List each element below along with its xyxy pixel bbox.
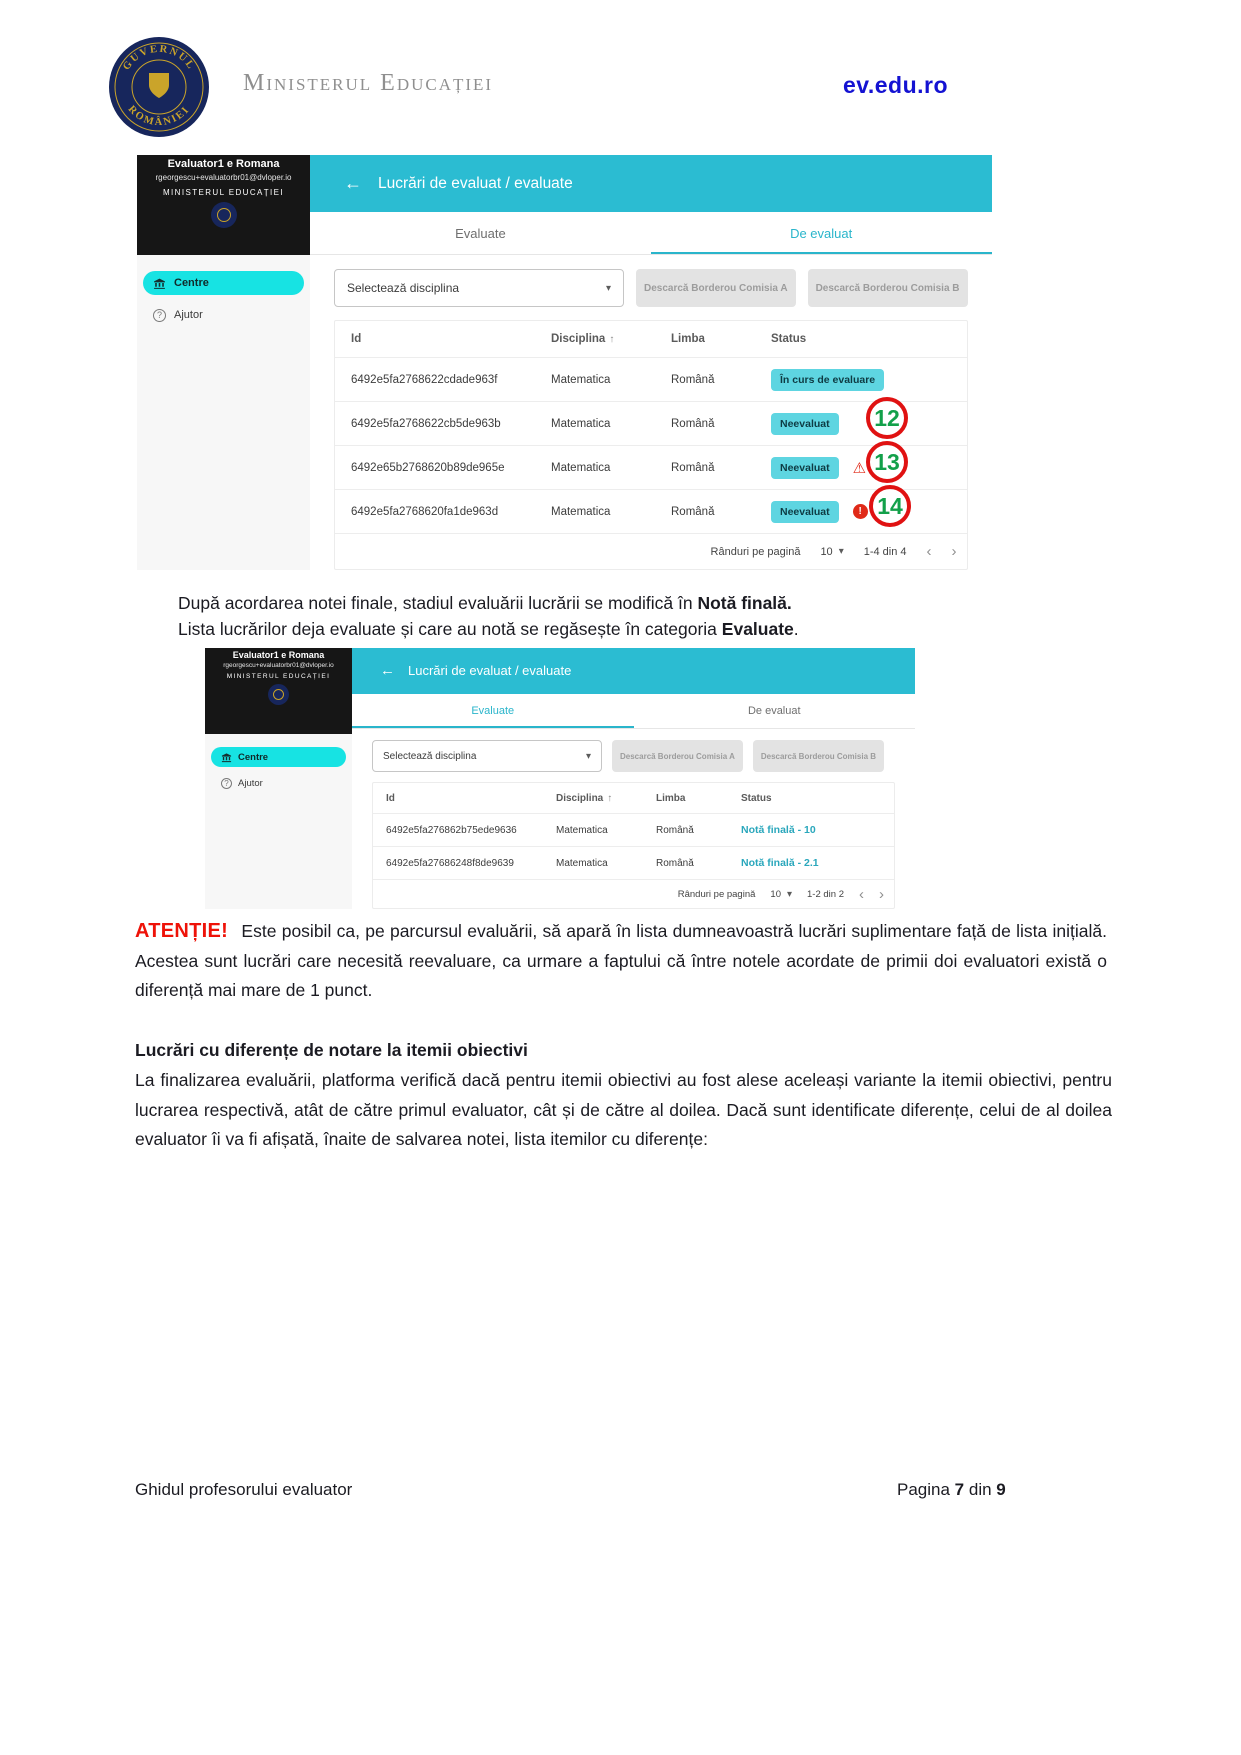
caret-down-icon: ▾ xyxy=(605,282,611,294)
paper-id: 6492e5fa276862b75ede9636 xyxy=(386,824,517,836)
discipline-select[interactable] xyxy=(372,740,602,772)
sidebar-item-label: Ajutor xyxy=(174,309,203,321)
tab-de-evaluat[interactable]: De evaluat xyxy=(651,212,992,254)
paper-id: 6492e5fa27686248f8de9639 xyxy=(386,857,514,869)
screenshot-de-evaluat xyxy=(137,155,972,570)
user-email: rgeorgescu+evaluatorbr01@dvloper.io xyxy=(223,662,334,669)
status-badge: În curs de evaluare xyxy=(771,369,884,391)
previous-page-icon[interactable]: ‹ xyxy=(859,885,864,903)
table-header xyxy=(335,321,967,357)
app-sidebar xyxy=(137,155,310,570)
filter-row xyxy=(352,729,915,782)
caret-down-icon: ▾ xyxy=(585,750,591,762)
column-status[interactable]: Status xyxy=(741,792,772,804)
screenshot-evaluate xyxy=(205,648,915,909)
attention-label: ATENȚIE! xyxy=(135,920,229,942)
paper-disciplina: Matematica xyxy=(556,824,608,836)
paper-limba: Română xyxy=(671,461,715,474)
table-row[interactable] xyxy=(335,357,967,401)
help-icon: ? xyxy=(221,778,232,789)
paper-disciplina: Matematica xyxy=(551,461,611,474)
bank-icon xyxy=(221,752,232,763)
app-bar xyxy=(310,155,992,212)
section-body: La finalizarea evaluării, platforma verifică dacă pentru itemii obiectivi au fost alese aceleași variante la itemii obiectivi, pentru lucrarea respectivă, atât de către primul evaluator, cât și de către al doilea. Dacă sunt identificate diferențe, celui de al doilea evaluator îi va fi afișată, înaite de salvarea notei, lista itemilor cu diferențe: xyxy=(135,1070,1112,1149)
romania-government-logo xyxy=(108,36,210,138)
romania-emblem-icon xyxy=(211,202,237,228)
column-limba[interactable]: Limba xyxy=(656,792,686,804)
download-borderou-b-button[interactable]: Descarcă Borderou Comisia B xyxy=(808,269,968,307)
rows-per-page-select[interactable]: 10 ▾ xyxy=(820,545,844,558)
paper-limba: Română xyxy=(671,417,715,430)
caret-down-icon: ▾ xyxy=(786,888,793,900)
government-seal-icon xyxy=(108,36,210,138)
sidebar-item-label: Centre xyxy=(174,277,209,289)
logo-text-top: GUVERNUL xyxy=(121,43,197,73)
sidebar-nav xyxy=(205,734,352,793)
paper-disciplina: Matematica xyxy=(551,505,611,518)
column-disciplina[interactable]: Disciplina ↑ xyxy=(556,792,613,804)
back-arrow-icon[interactable]: ← xyxy=(344,173,362,194)
table-header xyxy=(373,783,894,813)
sidebar-ministry-label: MINISTERUL EDUCAȚIEI xyxy=(162,188,285,197)
annotation-circle-13: 13 xyxy=(866,441,908,483)
table-row[interactable] xyxy=(373,846,894,879)
discipline-select-value: Selectează disciplina xyxy=(347,281,460,295)
app-bar-title: Lucrări de evaluat / evaluate xyxy=(408,663,572,679)
caret-down-icon: ▾ xyxy=(838,546,844,557)
pagination-range: 1-4 din 4 xyxy=(863,545,907,558)
rows-per-page-label: Rânduri pe pagină xyxy=(677,888,756,900)
pagination xyxy=(373,879,894,908)
rows-per-page-label: Rânduri pe pagină xyxy=(710,545,801,558)
romania-emblem-icon xyxy=(268,684,289,705)
paper-id: 6492e5fa2768620fa1de963d xyxy=(351,505,499,518)
user-name: Evaluator1 e Romana xyxy=(232,650,325,660)
status-badge: Neevaluat xyxy=(771,501,839,523)
tab-de-evaluat[interactable]: De evaluat xyxy=(747,704,801,717)
logo-text-bottom: ROMÂNIEI xyxy=(125,103,193,129)
paper-limba: Română xyxy=(671,373,715,386)
annotation-circle-14: 14 xyxy=(869,485,911,527)
status-badge: Neevaluat xyxy=(771,413,839,435)
pagination-range: 1-2 din 2 xyxy=(807,888,844,900)
sidebar-ministry-label: MINISTERUL EDUCAȚIEI xyxy=(226,673,331,680)
final-grade: Notă finală - 10 xyxy=(741,824,816,836)
tab-bar xyxy=(352,694,915,729)
user-email: rgeorgescu+evaluatorbr01@dvloper.io xyxy=(155,173,292,182)
previous-page-icon[interactable]: ‹ xyxy=(926,543,932,560)
user-name: Evaluator1 e Romana xyxy=(167,158,280,170)
app-sidebar xyxy=(205,648,352,909)
sidebar-item-label: Centre xyxy=(238,751,269,763)
attention-text: Este posibil ca, pe parcursul evaluării, să apară în lista dumneavoastră lucrări suplimentare față de lista inițială. Acestea sunt lucrări care necesită reevaluare, ca urmare a faptului că între notele acordate de primii doi evaluatori există o diferență mai mare de 1 punct. xyxy=(135,921,1107,1000)
status-badge: Neevaluat xyxy=(771,457,839,479)
column-disciplina[interactable]: Disciplina ↑ xyxy=(551,333,615,345)
sidebar-item-centre[interactable] xyxy=(211,747,346,767)
sidebar-item-ajutor[interactable] xyxy=(211,773,346,793)
pagination xyxy=(335,533,967,569)
tab-evaluate[interactable]: Evaluate xyxy=(352,694,634,728)
help-icon: ? xyxy=(153,309,166,322)
app-main xyxy=(352,648,915,909)
rows-per-page-select[interactable]: 10 ▾ xyxy=(770,888,793,900)
error-icon: ! xyxy=(853,504,868,519)
table-row[interactable] xyxy=(373,813,894,846)
column-id[interactable]: Id xyxy=(351,333,362,345)
column-status[interactable]: Status xyxy=(771,333,807,345)
filter-row xyxy=(310,255,992,320)
final-grade: Notă finală - 2.1 xyxy=(741,857,819,869)
sidebar-profile xyxy=(205,648,352,734)
attention-paragraph xyxy=(135,917,1107,1006)
column-limba[interactable]: Limba xyxy=(671,333,705,345)
footer-page-number: Pagina 7 din 9 xyxy=(897,1480,1006,1499)
sidebar-profile xyxy=(137,155,310,255)
paper-disciplina: Matematica xyxy=(556,857,608,869)
sidebar-nav xyxy=(137,255,310,327)
discipline-select-value: Selectează disciplina xyxy=(383,750,477,762)
paper-limba: Română xyxy=(671,505,715,518)
tab-bar xyxy=(310,212,992,255)
sort-asc-icon: ↑ xyxy=(607,792,613,804)
paper-id: 6492e65b2768620b89de965e xyxy=(351,461,505,474)
app-bar xyxy=(352,648,915,694)
next-page-icon[interactable]: › xyxy=(951,543,957,560)
paper-limba: Română xyxy=(656,857,694,869)
warning-icon: ⚠ xyxy=(852,459,867,477)
annotation-circle-12: 12 xyxy=(866,397,908,439)
tab-evaluate[interactable]: Evaluate xyxy=(455,225,506,241)
sidebar-item-label: Ajutor xyxy=(238,777,263,789)
paper-limba: Română xyxy=(656,824,694,836)
sidebar-item-centre[interactable] xyxy=(143,271,304,295)
discipline-select[interactable] xyxy=(334,269,624,307)
download-borderou-a-button[interactable]: Descarcă Borderou Comisia A xyxy=(612,740,743,772)
papers-table xyxy=(372,782,895,909)
paper-disciplina: Matematica xyxy=(551,373,611,386)
download-borderou-a-button[interactable]: Descarcă Borderou Comisia A xyxy=(636,269,796,307)
back-arrow-icon[interactable]: ← xyxy=(380,662,395,680)
section-heading: Lucrări cu diferențe de notare la itemii obiectivi xyxy=(135,1040,528,1060)
column-id[interactable]: Id xyxy=(386,792,395,804)
ministry-name: Ministerul Educației xyxy=(243,70,494,96)
app-bar-title: Lucrări de evaluat / evaluate xyxy=(378,174,573,192)
bank-icon xyxy=(153,277,166,290)
paper-id: 6492e5fa2768622cb5de963b xyxy=(351,417,501,430)
site-link[interactable]: ev.edu.ro xyxy=(843,72,949,98)
paragraph-nota-finala: După acordarea notei finale, stadiul evaluării lucrării se modifică în Notă finală. Lista lucrărilor deja evaluate și care au notă se regăsește în categoria Evaluate. xyxy=(178,593,799,639)
download-borderou-b-button[interactable]: Descarcă Borderou Comisia B xyxy=(753,740,884,772)
footer-document-title: Ghidul profesorului evaluator xyxy=(135,1480,353,1499)
sidebar-item-ajutor[interactable] xyxy=(143,303,304,327)
paper-id: 6492e5fa2768622cdade963f xyxy=(351,373,498,386)
next-page-icon[interactable]: › xyxy=(879,885,884,903)
sort-asc-icon: ↑ xyxy=(609,334,615,345)
paper-disciplina: Matematica xyxy=(551,417,611,430)
